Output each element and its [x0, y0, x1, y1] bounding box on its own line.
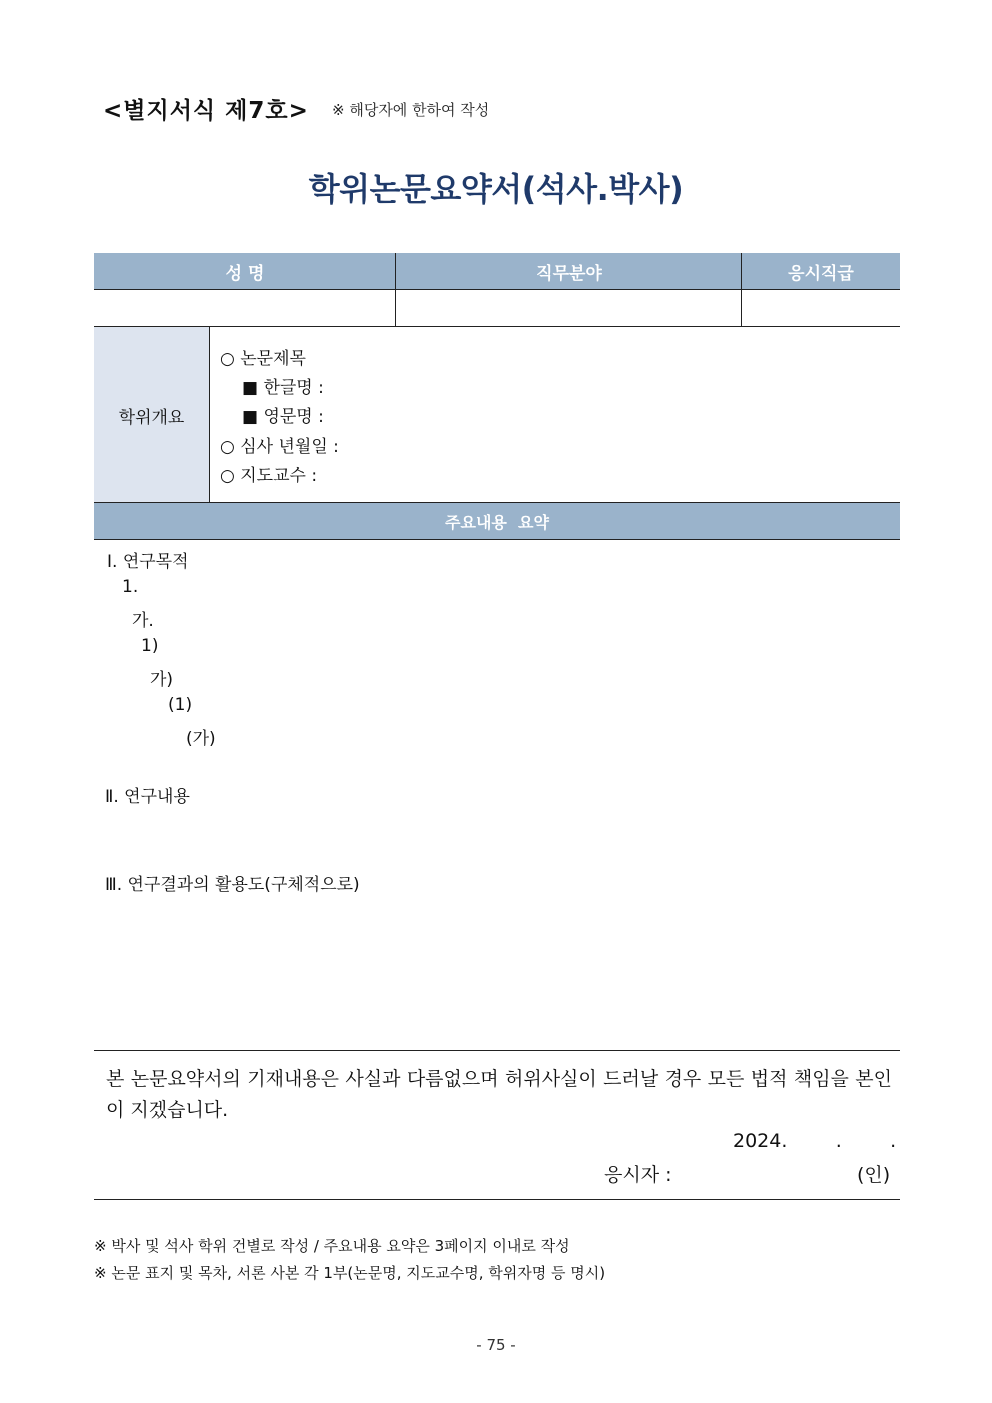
- form-label: <별지서식 제7호>: [103, 98, 309, 124]
- header-job-field: 직무분야: [536, 263, 602, 284]
- form-note: ※ 해당자에 한하여 작성: [332, 101, 490, 119]
- outline-section-1: Ⅰ. 연구목적: [107, 552, 189, 572]
- pledge-top-rule: [94, 1050, 900, 1051]
- applicant-label: 응시자 :: [604, 1164, 672, 1186]
- outline-section-3: Ⅲ. 연구결과의 활용도(구체적으로): [105, 875, 360, 895]
- pledge-text: 본 논문요약서의 기재내용은 사실과 다름없으며 허위사실이 드러날 경우 모든 법적 책임을 본인이 지겠습니다.: [106, 1068, 892, 1121]
- overview-item-exam-date: ○ 심사 년월일 :: [220, 437, 339, 457]
- header-grade: 응시직급: [788, 263, 854, 284]
- page-number: - 75 -: [476, 1336, 516, 1354]
- overview-item-english-title: ■ 영문명 :: [242, 407, 324, 427]
- name-field[interactable]: [94, 290, 396, 327]
- seal-mark: (인): [857, 1164, 891, 1186]
- outline-section-2: Ⅱ. 연구내용: [105, 787, 190, 807]
- footnote-2: ※ 논문 표지 및 목차, 서론 사본 각 1부(논문명, 지도교수명, 학위자명 등 명시): [94, 1264, 606, 1282]
- overview-label: 학위개요: [118, 407, 185, 428]
- table-border: [94, 539, 900, 540]
- pledge-date: 2024. . .: [733, 1130, 897, 1152]
- table-border: [209, 327, 210, 503]
- table-border: [94, 326, 900, 327]
- job-field-field[interactable]: [396, 290, 742, 327]
- overview-item-korean-title: ■ 한글명 :: [242, 378, 324, 398]
- overview-item-advisor: ○ 지도교수 :: [220, 466, 318, 486]
- outline-level-5: (1): [168, 695, 193, 715]
- pledge-bottom-rule: [94, 1199, 900, 1200]
- table-border: [94, 289, 900, 290]
- table-border: [741, 253, 742, 327]
- applicant-signature-field[interactable]: [695, 1158, 845, 1186]
- table-border: [395, 253, 396, 327]
- outline-level-4: 가): [150, 670, 174, 690]
- grade-field[interactable]: [742, 290, 900, 327]
- outline-level-2: 가.: [132, 611, 154, 631]
- header-name: 성 명: [225, 263, 265, 284]
- overview-item-thesis-title: ○ 논문제목: [220, 349, 306, 369]
- outline-level-6: (가): [186, 729, 216, 749]
- outline-level-3: 1): [141, 636, 159, 656]
- document-title: 학위논문요약서(석사.박사): [308, 170, 684, 208]
- table-border: [94, 502, 900, 503]
- outline-level-1: 1.: [122, 577, 139, 597]
- footnote-1: ※ 박사 및 석사 학위 건별로 작성 / 주요내용 요약은 3페이지 이내로 작성: [94, 1237, 570, 1255]
- summary-header: 주요내용 요약: [445, 512, 549, 532]
